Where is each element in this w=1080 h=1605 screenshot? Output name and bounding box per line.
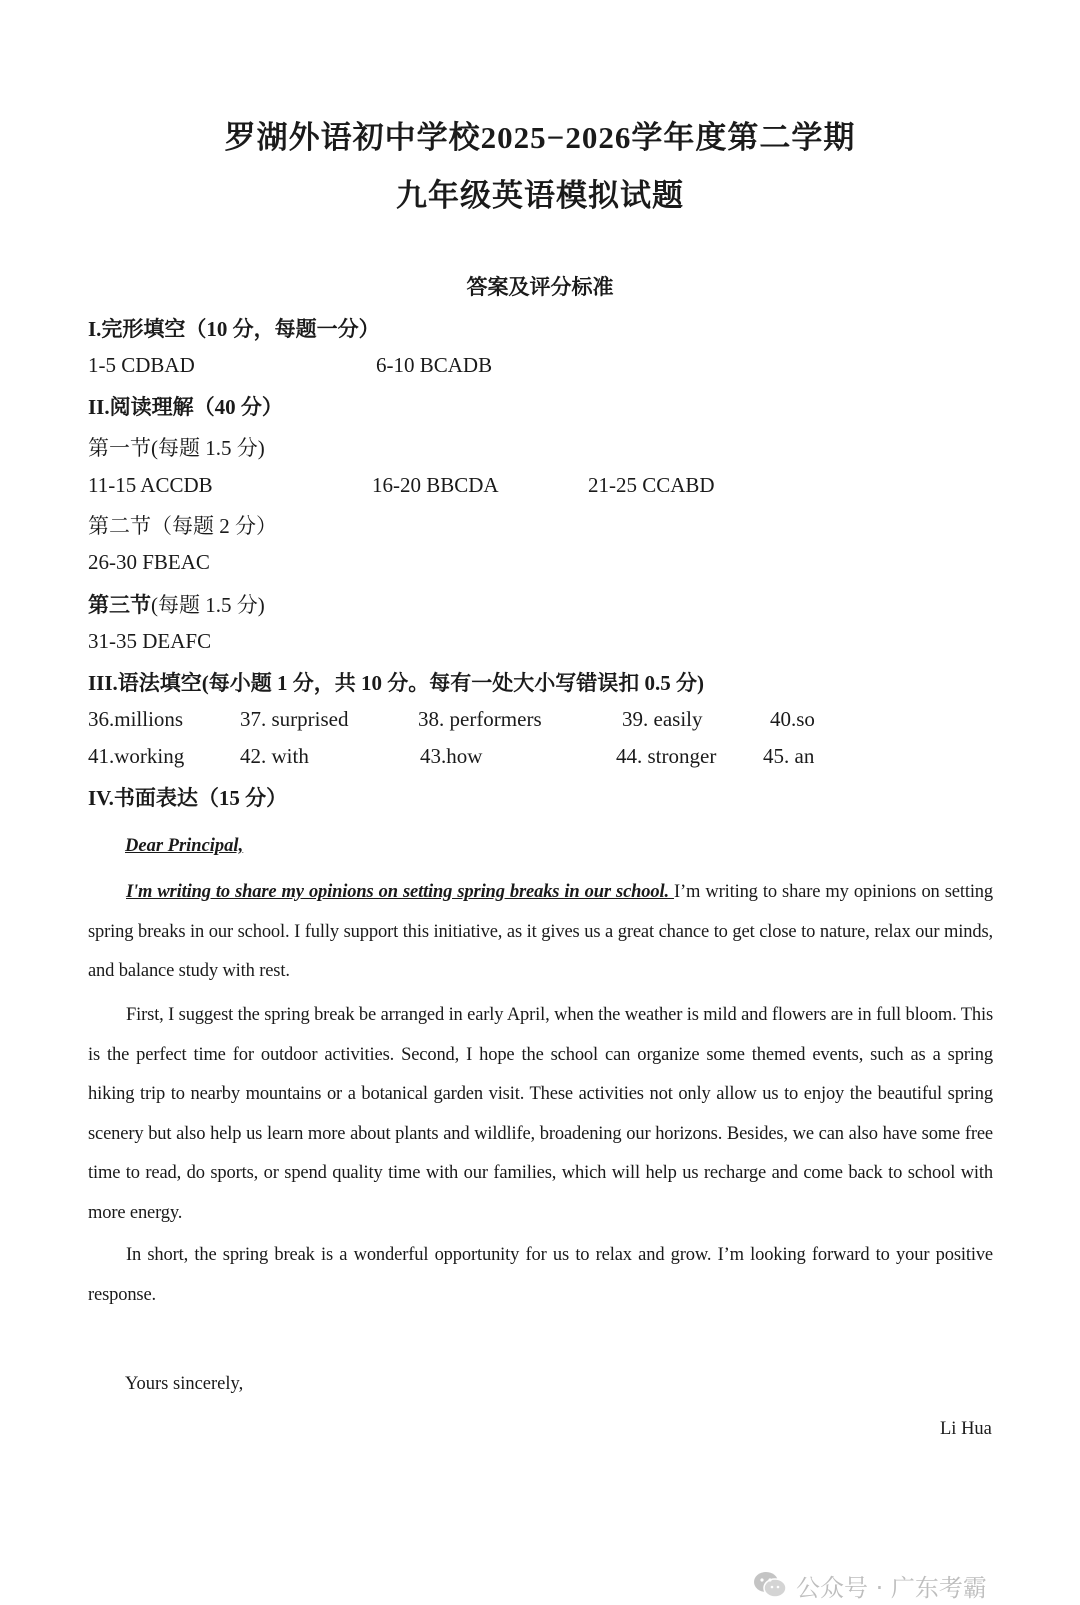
watermark [752, 1567, 987, 1603]
answer-group: 6-10 BCADB [376, 353, 493, 377]
grammar-answer: 39. easily [622, 707, 703, 731]
answer-group: 11-15 ACCDB [88, 473, 213, 497]
exam-subtitle: 九年级英语模拟试题 [396, 178, 684, 213]
grammar-answer: 43.how [420, 744, 483, 768]
part-3-heading [88, 589, 265, 619]
grammar-answer: 38. performers [418, 707, 542, 731]
exam-title: 罗湖外语初中学校2025−2026学年度第二学期 [224, 120, 856, 155]
letter-paragraph-1-body: I’m writing to share my opinions on setting spring breaks in our school. I fully support this initiative, as it gives us a great chance to get close to nature, relax our minds, and balance study with rest. [88, 882, 994, 981]
part-1-heading: 第一节(每题 1.5 分) [88, 436, 265, 460]
wechat-icon [752, 1570, 788, 1600]
answer-group: 31-35 DEAFC [88, 629, 212, 653]
section-2-heading: II.阅读理解（40 分） [88, 395, 283, 419]
grammar-answer: 37. surprised [240, 707, 349, 731]
section-1-heading: I.完形填空（10 分，每题一分） [88, 317, 380, 341]
answer-group: 1-5 CDBAD [88, 353, 195, 377]
part-3-heading-bold: 第三节 [88, 593, 151, 617]
grammar-answer: 41.working [88, 744, 185, 768]
grammar-answer: 44. stronger [616, 744, 717, 768]
grammar-answer: 40.so [770, 707, 815, 731]
grammar-answer: 42. with [240, 744, 309, 768]
answer-group: 21-25 CCABD [588, 473, 715, 497]
letter-paragraph-3: In short, the spring break is a wonderful opportunity for us to relax and grow. I’m looking forward to your positive response. [88, 1245, 993, 1305]
letter-paragraph-2: First, I suggest the spring break be arranged in early April, when the weather is mild and flowers are in full bloom. This is the perfect time for outdoor activities. Second, I hope the school can organize some themed events, such as a spring hiking trip to nearby mountains or a botanical garden visit. These activities not only allow us to enjoy the beautiful spring scenery but also help us learn more about plants and wildlife, broadening our horizons. Besides, we can also have some free time to read, do sports, or spend quality time with our families, which will help us recharge and come back to school with more energy. [88, 1005, 993, 1223]
grammar-answer: 36.millions [88, 707, 184, 731]
answer-key-heading: 答案及评分标准 [466, 275, 614, 299]
letter-lead-sentence: I'm writing to share my opinions on setting spring breaks in our school. [126, 882, 675, 902]
answer-group: 16-20 BBCDA [372, 473, 499, 497]
grammar-answer: 45. an [763, 744, 815, 768]
section-4-heading: IV.书面表达（15 分） [88, 786, 288, 810]
answer-group: 26-30 FBEAC [88, 550, 210, 574]
letter-closing: Yours sincerely, [125, 1374, 244, 1394]
letter-paragraph-1 [88, 873, 993, 992]
section-3-heading: III.语法填空(每小题 1 分，共 10 分。每有一处大小写错误扣 0.5 分) [88, 671, 705, 695]
part-2-heading: 第二节（每题 2 分） [88, 514, 277, 538]
letter-salutation: Dear Principal, [125, 836, 244, 856]
letter-signature: Li Hua [940, 1419, 992, 1439]
part-3-heading-rest: (每题 1.5 分) [151, 593, 265, 617]
watermark-text: 公众号 · 广东考霸 [796, 1573, 987, 1602]
